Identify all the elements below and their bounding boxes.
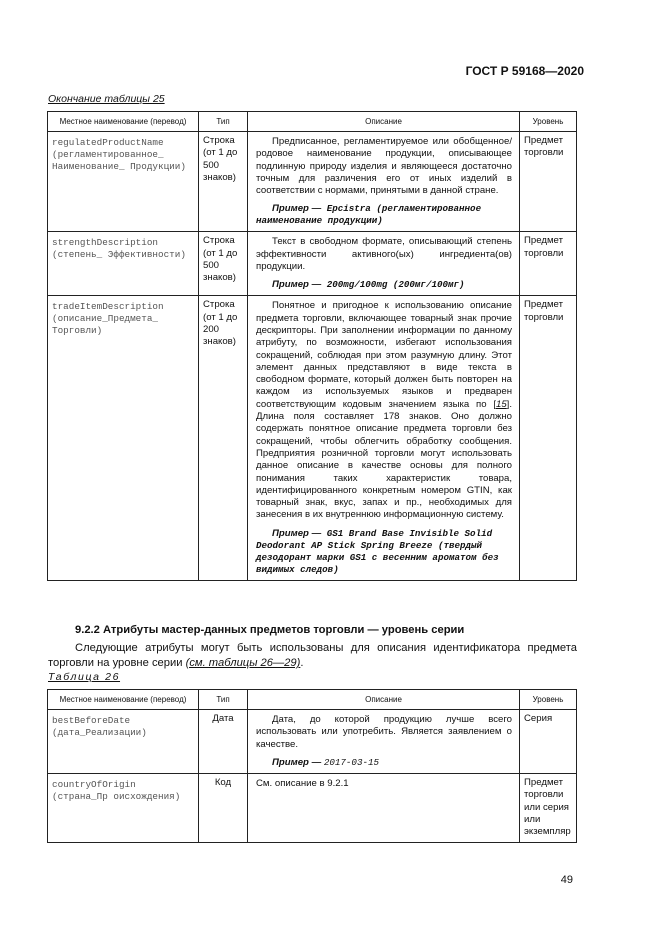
description-cell [248, 296, 520, 580]
tables-reference-link[interactable]: (см. таблицы 26—29) [185, 657, 301, 669]
example-value: 200mg/100mg (200мг/100мг) [326, 279, 465, 291]
attribute-name-cell: bestBeforeDate (дата_Реализации) [48, 710, 199, 774]
table-25 [47, 111, 577, 581]
level-cell: Серия [520, 710, 577, 774]
example-value: 2017-03-15 [323, 756, 379, 768]
attribute-name-cell: strengthDescription (степень_ Эффективности) [48, 232, 199, 296]
column-header: Описание [248, 112, 520, 132]
level-cell: Предмет торговли [520, 232, 577, 296]
table-26-caption: Таблица 26 [48, 671, 121, 683]
description-cell [248, 132, 520, 232]
example-label: Пример — [272, 279, 322, 291]
page-number: 49 [560, 874, 573, 886]
description-cell [248, 232, 520, 296]
description-text: Текст в свободном формате, описывающий степень эффективности активного(ых) ингредиента(ов) продукции. [256, 236, 512, 273]
section-paragraph: Следующие атрибуты могут быть использованы для описания идентификатора предмета торговли на уровне серии (см. таблицы 26—29). [48, 642, 577, 669]
attribute-name-cell: countryOfOrigin (страна_Пр оисхождения) [48, 774, 199, 842]
column-header: Тип [199, 690, 248, 710]
table-25-caption: Окончание таблицы 25 [48, 93, 165, 105]
table-header-row [48, 690, 577, 710]
description-text: См. описание в 9.2.1 [256, 778, 349, 790]
table-row [48, 710, 577, 774]
column-header: Местное наименование (перевод) [48, 690, 199, 710]
table-row [48, 232, 577, 296]
column-header: Уровень [520, 690, 577, 710]
table-row [48, 132, 577, 232]
table-header-row [48, 112, 577, 132]
table-row [48, 296, 577, 580]
table-26 [47, 689, 577, 843]
example-text [256, 203, 512, 227]
level-cell: Предмет торговли или серия или экземпляр [520, 774, 577, 842]
attribute-name-cell: tradeItemDescription (описание_Предмета_ Торговли) [48, 296, 199, 580]
example-text [256, 279, 512, 291]
example-value: GS1 Brand Base Invisible Solid Deodorant AP Stick Spring Breeze (твердый дезодорант марки GS1 с весенним ароматом без видимых следов) [256, 527, 499, 575]
example-label: Пример — [272, 756, 322, 768]
column-header: Тип [199, 112, 248, 132]
type-cell: Дата [199, 710, 248, 774]
reference-link[interactable]: 15 [495, 398, 507, 410]
example-value: Epcistra (регламентированное наименование продукции) [256, 203, 482, 227]
example-text [256, 757, 512, 769]
column-header: Уровень [520, 112, 577, 132]
column-header: Местное наименование (перевод) [48, 112, 199, 132]
level-cell: Предмет торговли [520, 296, 577, 580]
table-row [48, 774, 577, 842]
document-header: ГОСТ Р 59168—2020 [465, 64, 584, 78]
section-heading: 9.2.2 Атрибуты мастер-данных предметов торговли — уровень серии [75, 624, 465, 636]
attribute-name-cell: regulatedProductName (регламентированное_ Наименование_ Продукции) [48, 132, 199, 232]
description-cell [248, 774, 520, 842]
column-header: Описание [248, 690, 520, 710]
type-cell: Код [199, 774, 248, 842]
description-cell [248, 710, 520, 774]
type-cell: Строка (от 1 до 200 знаков) [199, 296, 248, 580]
type-cell: Строка (от 1 до 500 знаков) [199, 232, 248, 296]
level-cell: Предмет торговли [520, 132, 577, 232]
type-cell: Строка (от 1 до 500 знаков) [199, 132, 248, 232]
description-text: Понятное и пригодное к использованию описание предмета торговли, включающее товарный знак прочие дескрипторы. При заполнении информации по данному атрибуту, по возможности, избегают использования сокращений, соблюдая при этом разумную длину. Этот элемент данных представляют в виде текста в свободном формате, который должен быть повторен на каждом из используемых языков и предварен соответствующим кодовым значением языка по [15]. Длина поля составляет 178 знаков. Оно должно содержать понятное описание предмета торговли без сокращений, чтобы облегчить обработку сообщения. Предприятия розничной торговли могут использовать данное описание в качестве основы для полного понимания таких характеристик товара, идентифицированного конкретным номером GTIN, как товарный знак, вкус, запах и пр., необходимых для занесения в их внутреннюю информационную систему. [256, 300, 512, 521]
description-text: Предписанное, регламентируемое или обобщенное/родовое наименование продукции, описывающее подлинную природу изделия и являющееся достаточно точным для различения его от иных изделий в соответствии с нормами, принятыми в данной стране. [256, 136, 512, 197]
example-label: Пример — [272, 203, 322, 215]
example-label: Пример — [272, 527, 322, 539]
description-text: Дата, до которой продукцию лучше всего использовать или употребить. Является заявлением о качестве. [256, 714, 512, 750]
example-text [256, 528, 512, 576]
